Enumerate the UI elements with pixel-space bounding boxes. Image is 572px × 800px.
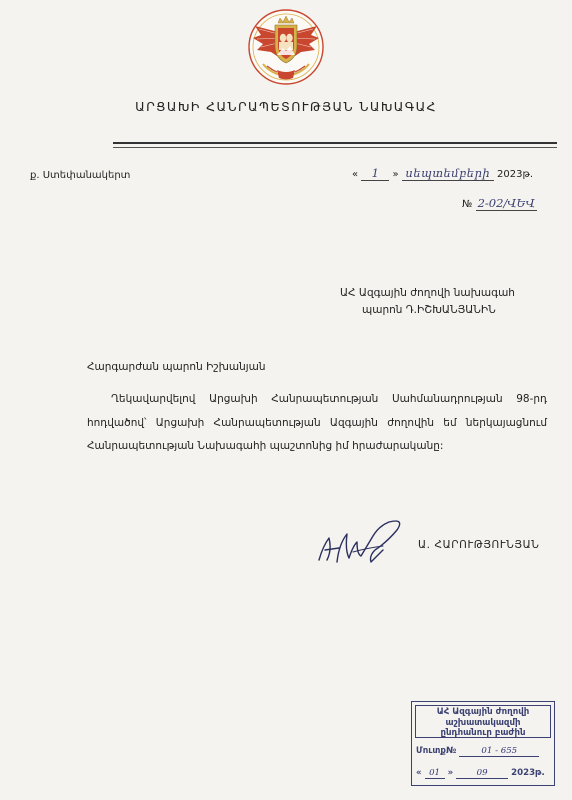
stamp-date-day: 01 xyxy=(425,768,445,779)
stamp-reg-label: Մուտք№ xyxy=(416,746,457,756)
body-paragraph: Ղեկավարվելով Արցախի Հանրապետության Սահմանադրության 98-րդ հոդվածով՝ Արցախի Հանրապետության Ազգային ժողովին եմ ներկայացնում Հանրապետության Նախագահի պաշտոնից իմ հրաժարականը: xyxy=(87,393,547,452)
date-month: սեպտեմբերի xyxy=(402,166,494,181)
stamp-date-month: 09 xyxy=(456,768,508,779)
stamp-line-2: աշխատակազմի xyxy=(445,717,521,728)
stamp-line-3: ընդհանուր բաժին xyxy=(440,728,526,738)
header-divider-thin xyxy=(113,147,557,148)
number-prefix: № xyxy=(462,199,473,210)
date-close-quote: » xyxy=(392,169,399,180)
stamp-line-1: ԱՀ Ազգային ժողովի xyxy=(436,707,530,717)
date-day: 1 xyxy=(361,166,389,181)
stamp-reg-number: 01 - 655 xyxy=(459,746,539,757)
outgoing-number: 2-02/ՎԵՎ xyxy=(477,196,536,210)
stamp-date-open: « xyxy=(416,768,422,778)
stamp-date-line xyxy=(416,768,545,779)
addressee-block xyxy=(340,285,515,319)
date-open-quote: « xyxy=(352,169,359,180)
addressee-line-2: պարոն Դ.ԻՇԽԱՆՅԱՆԻՆ xyxy=(362,304,496,316)
date-line xyxy=(352,166,533,181)
addressee-line-1: ԱՀ Ազգային ժողովի նախագահ xyxy=(340,287,515,299)
signer-name: Ա. ՀԱՐՈՒԹՅՈՒՆՅԱՆ xyxy=(418,539,540,551)
outgoing-number-line xyxy=(462,196,537,211)
salutation: Հարգարժան պարոն Իշխանյան xyxy=(87,361,266,373)
stamp-date-close: » xyxy=(447,768,454,778)
registration-stamp xyxy=(411,701,555,786)
stamp-header xyxy=(415,705,551,738)
stamp-date-year: 2023թ. xyxy=(511,768,545,778)
date-year: 2023թ. xyxy=(497,169,534,180)
letterhead-title: ԱՐՑԱԽԻ ՀԱՆՐԱՊԵՏՈՒԹՅԱՆ ՆԱԽԱԳԱՀ xyxy=(135,99,437,114)
coat-of-arms-emblem xyxy=(247,8,325,86)
header-divider-thick xyxy=(113,142,557,144)
stamp-registration-line xyxy=(416,746,539,757)
letter-body xyxy=(87,388,547,459)
city-label: ք. Ստեփանակերտ xyxy=(30,170,131,181)
handwritten-signature xyxy=(313,516,413,571)
